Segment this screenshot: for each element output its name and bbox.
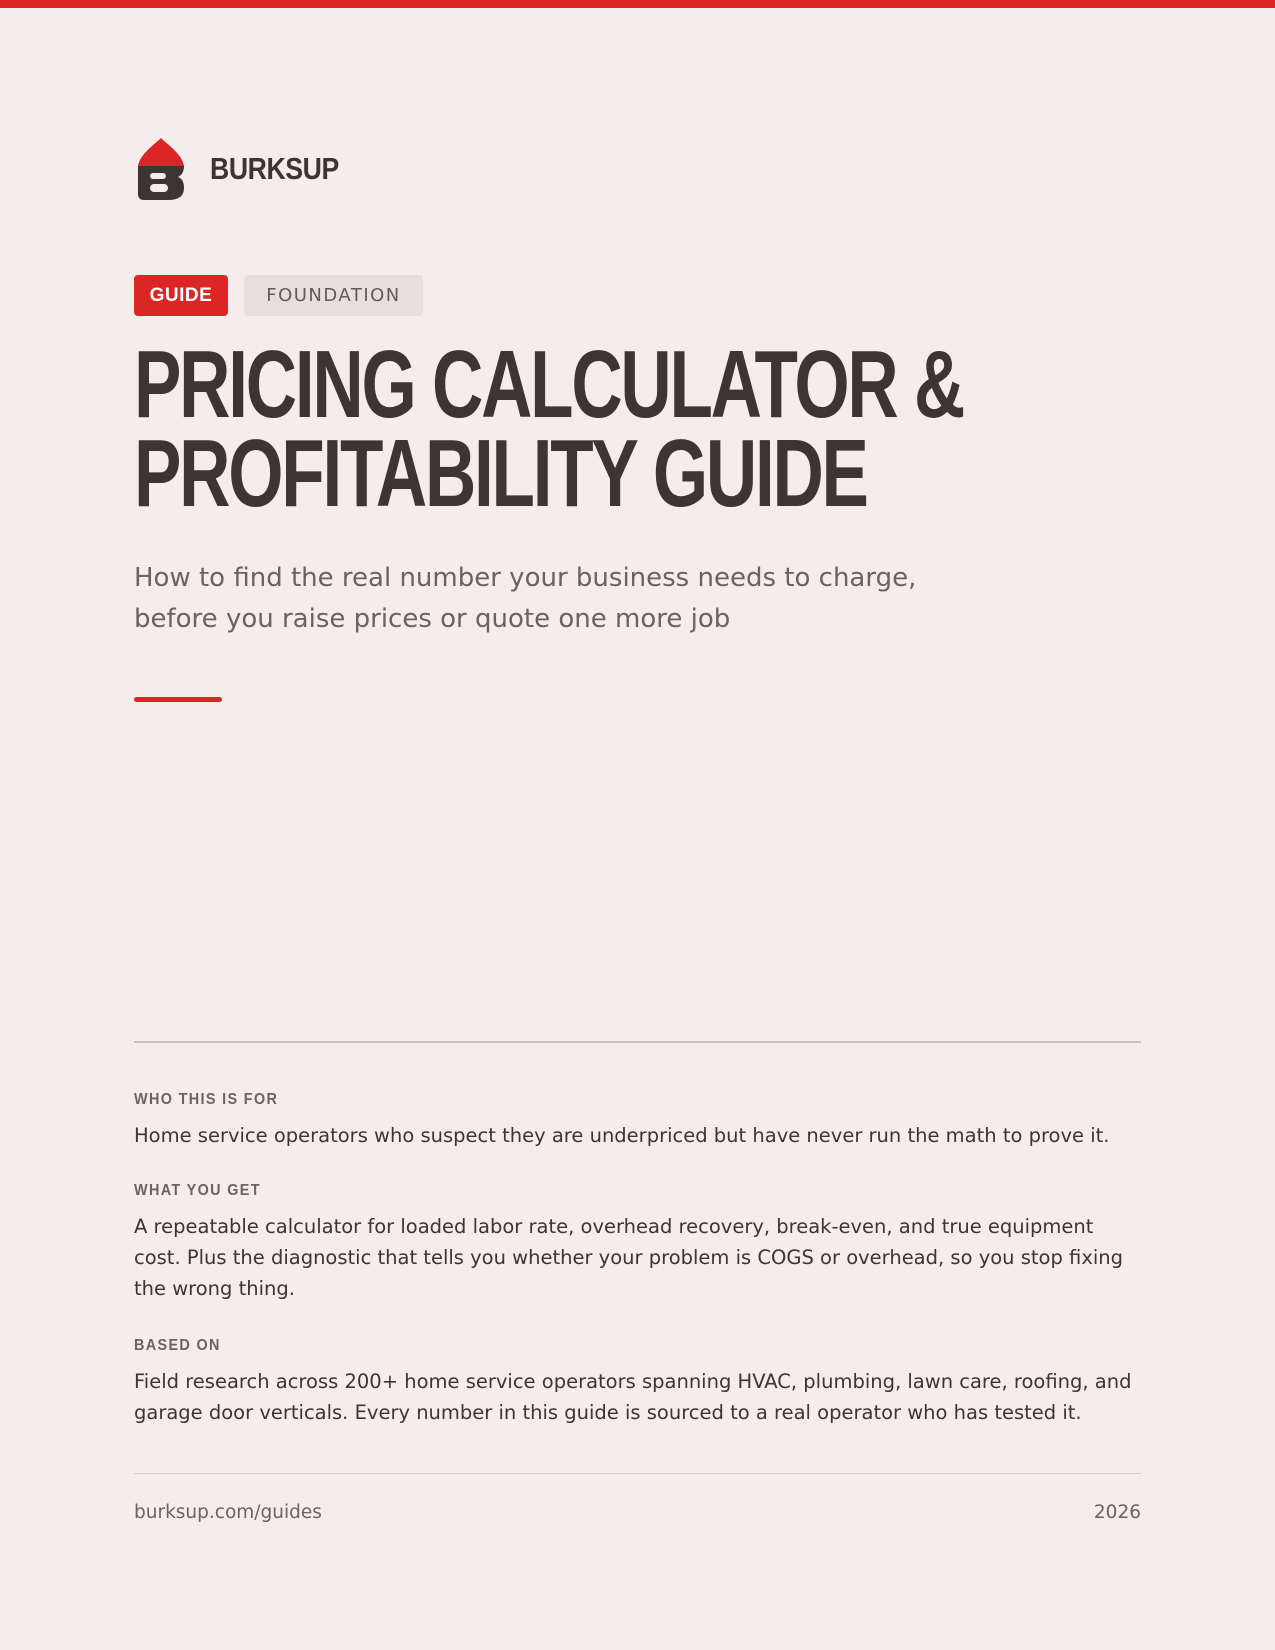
who-this-is-for-text: Home service operators who suspect they are underpriced but have never run the math to prove it. (134, 1124, 1110, 1147)
who-this-is-for-label: WHO THIS IS FOR (134, 1091, 279, 1108)
footer-url: burksup.com/guides (134, 1502, 322, 1523)
based-on-label: BASED ON (134, 1337, 221, 1354)
title-line-1: PRICING CALCULATOR & (134, 331, 964, 438)
based-on-text: Field research across 200+ home service operators spanning HVAC, plumbing, lawn care, roofing, and garage door verticals. Every number in this guide is sourced to a real operator who has tested it. (134, 1370, 1132, 1424)
foundation-badge: FOUNDATION (244, 275, 423, 316)
tag-row (134, 275, 423, 316)
section-divider (134, 1041, 1141, 1043)
brand-header (134, 136, 360, 202)
footer-divider (134, 1473, 1141, 1474)
guide-badge: GUIDE (134, 275, 228, 316)
brand-logo-icon (134, 136, 188, 202)
what-you-get-label: WHAT YOU GET (134, 1182, 261, 1199)
footer-year: 2026 (1093, 1502, 1141, 1523)
brand-name: BURKSUP (210, 151, 339, 186)
what-you-get-text: A repeatable calculator for loaded labor rate, overhead recovery, break-even, and true equipment cost. Plus the diagnostic that tells you whether your problem is COGS or overhead, so you stop fixing the wrong thing. (134, 1215, 1124, 1300)
title-line-2: PROFITABILITY GUIDE (134, 420, 867, 527)
accent-rule (134, 697, 222, 702)
top-accent-bar (0, 0, 1275, 8)
page-title (134, 331, 964, 527)
page-subtitle: How to find the real number your business needs to charge, before you raise prices or quote one more job (134, 563, 917, 634)
